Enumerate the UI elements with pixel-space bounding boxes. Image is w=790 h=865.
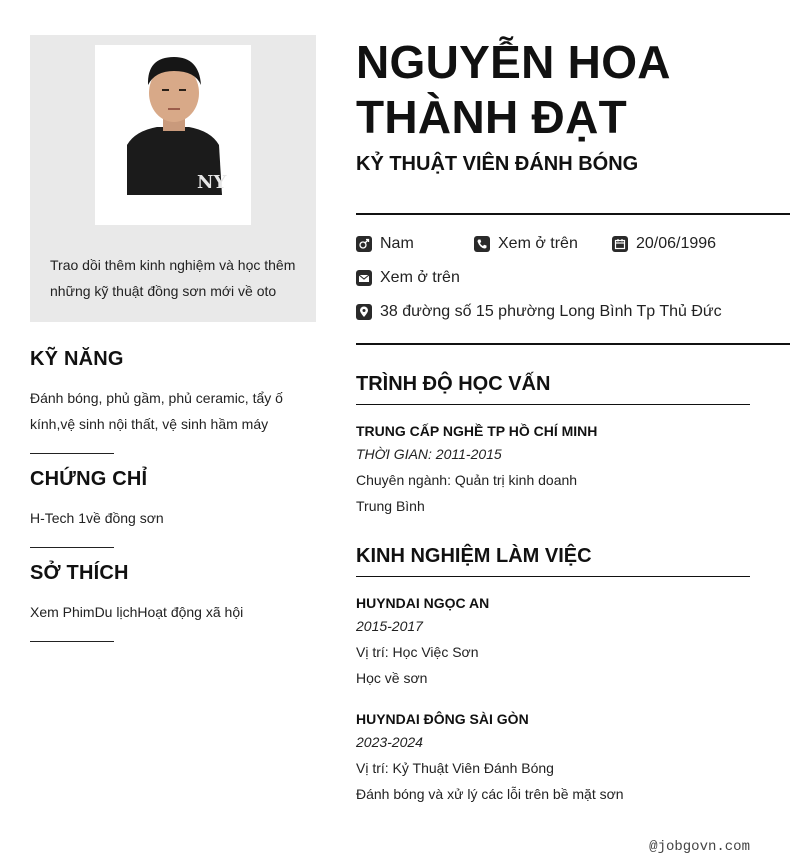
svg-text:NY: NY [197, 172, 227, 193]
divider [30, 547, 114, 548]
school-name: TRUNG CẤP NGHỀ TP HỒ CHÍ MINH [356, 423, 598, 439]
gender-value: Nam [380, 235, 414, 252]
experience-period: 2015-2017 [356, 618, 423, 634]
email-value: Xem ở trên [380, 269, 460, 286]
profile-card [30, 35, 316, 322]
birthday-item [612, 235, 716, 253]
divider [356, 343, 790, 345]
experience-position: Vị trí: Kỷ Thuật Viên Đánh Bóng [356, 760, 554, 776]
email-icon [356, 270, 372, 286]
divider [30, 641, 114, 642]
phone-value: Xem ở trên [498, 235, 578, 252]
education-period: THỜI GIAN: 2011-2015 [356, 446, 502, 462]
experience-position: Vị trí: Học Việc Sơn [356, 644, 479, 660]
certificates-section [30, 468, 316, 548]
divider [356, 404, 750, 405]
education-entry [356, 421, 790, 519]
experience-description: Học về sơn [356, 670, 428, 686]
company-name: HUYNDAI ĐÔNG SÀI GÒN [356, 711, 529, 727]
name-line-2: THÀNH ĐẠT [356, 91, 627, 143]
experience-section [356, 545, 790, 807]
hobbies-text: Xem PhimDu lịchHoạt động xã hội [30, 604, 244, 620]
experience-period: 2023-2024 [356, 734, 423, 750]
left-column [30, 35, 316, 642]
experience-entry [356, 593, 790, 691]
job-title: KỶ THUẬT VIÊN ĐÁNH BÓNG [356, 153, 639, 175]
career-summary: Trao dồi thêm kinh nghiệm và học thêm những kỹ thuật đồng sơn mới về oto [50, 257, 296, 299]
phone-icon [474, 236, 490, 252]
skills-section [30, 348, 316, 454]
calendar-icon [612, 236, 628, 252]
birthday-value: 20/06/1996 [636, 235, 717, 252]
certificates-text: H-Tech 1về đồng sơn [30, 510, 164, 526]
contact-row [356, 295, 790, 329]
name-line-1: NGUYỄN HOA [356, 36, 671, 88]
contact-block [356, 213, 790, 345]
skills-text: Đánh bóng, phủ gầm, phủ ceramic, tẩy ố kính,vệ sinh nội thất, vệ sinh hầm máy [30, 390, 283, 432]
education-section [356, 373, 790, 519]
phone-item [474, 235, 612, 253]
education-grade: Trung Bình [356, 498, 425, 514]
experience-description: Đánh bóng và xử lý các lỗi trên bề mặt sơn [356, 786, 624, 802]
contact-row [356, 227, 790, 261]
company-name: HUYNDAI NGỌC AN [356, 595, 490, 611]
right-column [356, 35, 790, 807]
hobbies-section [30, 562, 316, 642]
certificates-heading: CHỨNG CHỈ [30, 468, 148, 490]
profile-photo [95, 45, 251, 225]
experience-entry [356, 709, 790, 807]
education-heading: TRÌNH ĐỘ HỌC VẤN [356, 373, 551, 395]
watermark-text: @jobgovn.com [649, 839, 750, 855]
portrait-image [95, 45, 251, 225]
hobbies-heading: SỞ THÍCH [30, 562, 129, 584]
full-name [356, 35, 790, 145]
education-major: Chuyên ngành: Quản trị kinh doanh [356, 472, 578, 488]
email-item [356, 269, 460, 287]
contact-row [356, 261, 790, 295]
address-item [356, 303, 722, 321]
skills-heading: KỸ NĂNG [30, 348, 124, 370]
experience-heading: KINH NGHIỆM LÀM VIỆC [356, 545, 592, 567]
address-value: 38 đường số 15 phường Long Bình Tp Thủ Đức [380, 303, 722, 320]
gender-item [356, 235, 474, 253]
divider [30, 453, 114, 454]
gender-icon [356, 236, 372, 252]
divider [356, 576, 750, 577]
location-icon [356, 304, 372, 320]
